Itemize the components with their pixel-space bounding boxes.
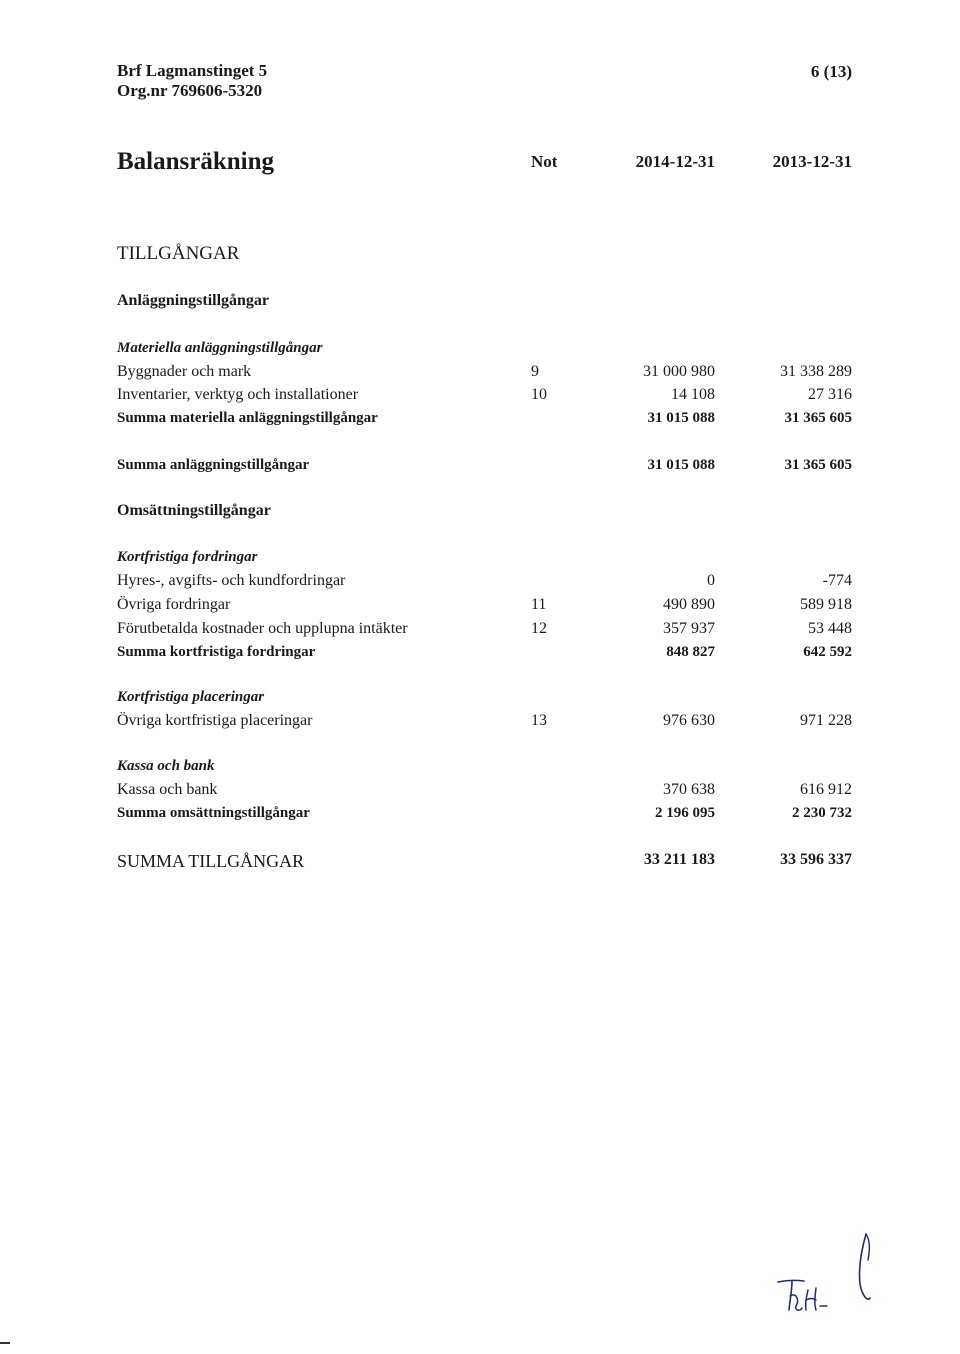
row-value-2013: 53 448 (808, 620, 852, 637)
sum-value-2014: 31 015 088 (647, 410, 715, 426)
page-number: 6 (13) (810, 62, 852, 81)
sum-value-2013: 31 365 605 (784, 457, 852, 473)
handwritten-signature (770, 1230, 890, 1320)
row-note: 13 (531, 712, 547, 729)
grand-total-value-2013: 33 596 337 (780, 851, 852, 868)
table-row (0, 363, 960, 383)
sum-label: Summa kortfristiga fordringar (117, 644, 316, 660)
table-row (0, 572, 960, 592)
sum-row (0, 410, 960, 430)
row-label: Byggnader och mark (117, 363, 252, 380)
row-value-2013: 971 228 (800, 712, 852, 729)
row-value-2013: -774 (822, 572, 852, 589)
row-value-2013: 31 338 289 (780, 363, 852, 380)
group-heading-receivables: Kortfristiga fordringar (117, 549, 258, 565)
sum-value-2014: 848 827 (666, 644, 715, 660)
row-value-2014: 976 630 (663, 712, 715, 729)
row-note: 12 (531, 620, 547, 637)
page-title: Balansräkning (117, 148, 275, 175)
section-heading-assets: TILLGÅNGAR (117, 243, 240, 264)
row-value-2013: 27 316 (808, 386, 852, 403)
sum-row (0, 644, 960, 664)
sum-row (0, 457, 960, 477)
row-label: Inventarier, verktyg och installationer (117, 386, 359, 403)
organization-name: Brf Lagmanstinget 5 (117, 61, 268, 80)
row-value-2014: 31 000 980 (643, 363, 715, 380)
table-row (0, 781, 960, 801)
column-header-2013: 2013-12-31 (772, 152, 852, 171)
column-header-note: Not (531, 152, 558, 171)
grand-total-value-2014: 33 211 183 (643, 851, 715, 868)
sum-value-2014: 31 015 088 (647, 457, 715, 473)
sum-value-2014: 2 196 095 (655, 805, 715, 821)
row-value-2014: 14 108 (671, 386, 715, 403)
sum-label: Summa anläggningstillgångar (117, 457, 310, 473)
row-label: Kassa och bank (117, 781, 218, 798)
sum-row (0, 805, 960, 825)
row-value-2014: 370 638 (663, 781, 715, 798)
table-row (0, 712, 960, 732)
row-label: Förutbetalda kostnader och upplupna intäkter (117, 620, 408, 637)
subsection-heading-fixed-assets: Anläggningstillgångar (117, 292, 270, 309)
sum-value-2013: 642 592 (803, 644, 852, 660)
row-label: Övriga fordringar (117, 596, 231, 613)
row-value-2014: 490 890 (663, 596, 715, 613)
sum-label: Summa materiella anläggningstillgångar (117, 410, 378, 426)
sum-label: Summa omsättningstillgångar (117, 805, 310, 821)
grand-total-row (0, 851, 960, 871)
group-heading-short-term-investments: Kortfristiga placeringar (117, 689, 265, 705)
group-heading-cash-and-bank: Kassa och bank (117, 758, 215, 774)
grand-total-label: SUMMA TILLGÅNGAR (117, 851, 305, 871)
row-note: 9 (531, 363, 539, 380)
row-value-2014: 357 937 (663, 620, 715, 637)
group-heading-tangible-assets: Materiella anläggningstillgångar (117, 340, 323, 356)
organization-number: Org.nr 769606-5320 (117, 81, 263, 100)
sum-value-2013: 2 230 732 (792, 805, 852, 821)
row-label: Övriga kortfristiga placeringar (117, 712, 313, 729)
row-value-2013: 589 918 (800, 596, 852, 613)
sum-value-2013: 31 365 605 (784, 410, 852, 426)
table-row (0, 620, 960, 640)
column-header-2014: 2014-12-31 (635, 152, 715, 171)
row-note: 10 (531, 386, 547, 403)
table-row (0, 386, 960, 406)
subsection-heading-current-assets: Omsättningstillgångar (117, 502, 271, 519)
margin-mark (0, 1342, 10, 1344)
row-note: 11 (531, 596, 547, 613)
row-label: Hyres-, avgifts- och kundfordringar (117, 572, 346, 589)
row-value-2014: 0 (707, 572, 715, 589)
row-value-2013: 616 912 (800, 781, 852, 798)
table-row (0, 596, 960, 616)
